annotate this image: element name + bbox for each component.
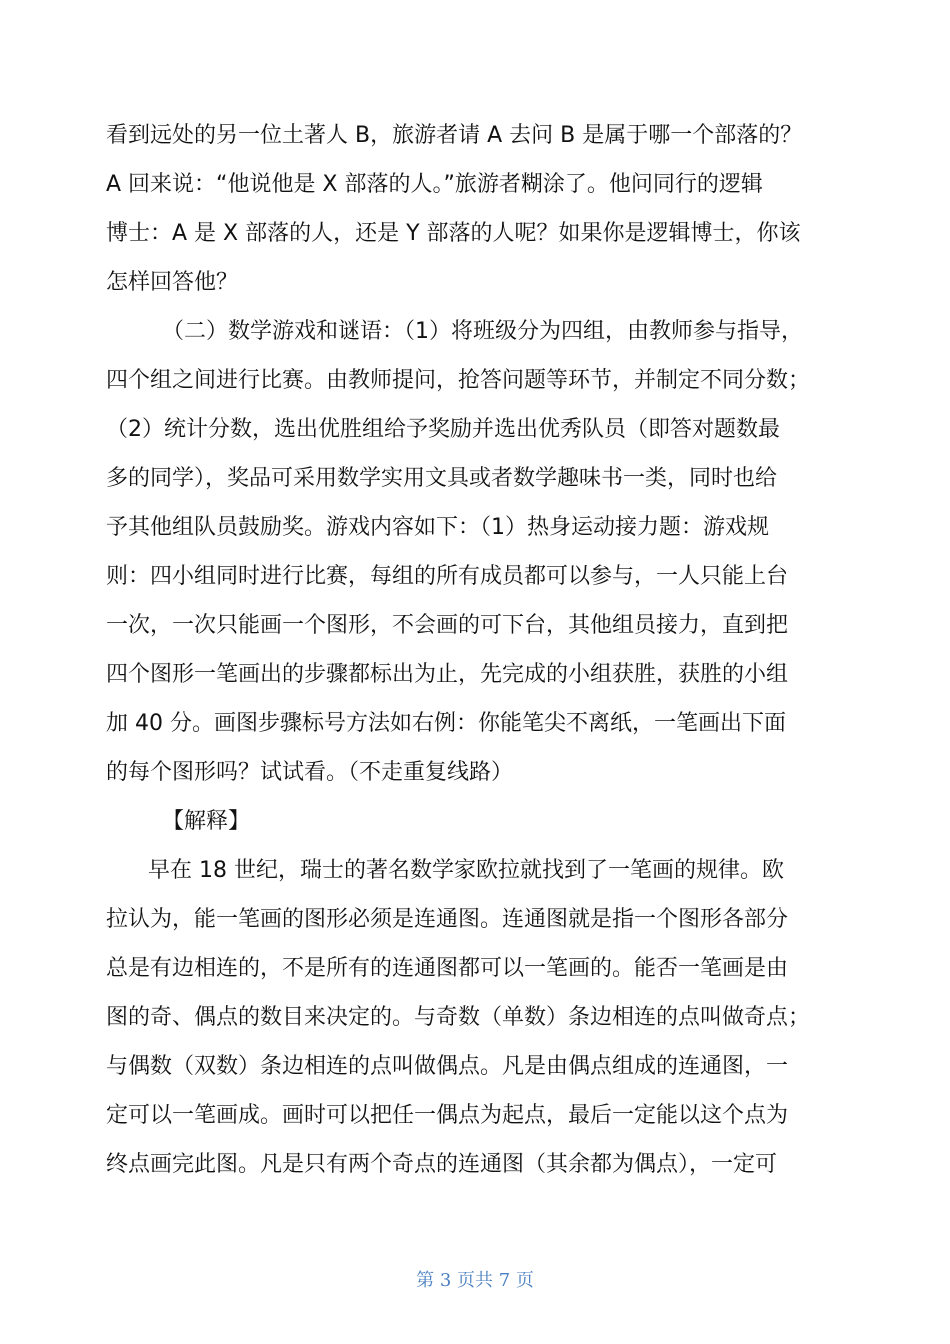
text-line: 定可以一笔画成。画时可以把任一偶点为起点，最后一定能以这个点为 [106,1103,789,1128]
text-line: 四个图形一笔画出的步骤都标出为止，先完成的小组获胜，获胜的小组 [106,662,789,687]
text-line: 总是有边相连的，不是所有的连通图都可以一笔画的。能否一笔画是由 [106,956,789,981]
text-line: 多的同学），奖品可采用数学实用文具或者数学趣味书一类，同时也给 [106,466,778,491]
text-line: 一次，一次只能画一个图形，不会画的可下台，其他组员接力，直到把 [106,613,789,638]
text-line: 予其他组队员鼓励奖。游戏内容如下：（1）热身运动接力题：游戏规 [106,515,769,540]
text-line: 终点画完此图。凡是只有两个奇点的连通图（其余都为偶点），一定可 [106,1152,778,1177]
text-line: 拉认为，能一笔画的图形必须是连通图。连通图就是指一个图形各部分 [106,907,789,932]
text-line: 博士：A 是 X 部落的人，还是 Y 部落的人呢？如果你是逻辑博士，你该 [106,221,801,246]
text-line: 早在 18 世纪，瑞士的著名数学家欧拉就找到了一笔画的规律。欧 [148,858,784,883]
text-line: 四个组之间进行比赛。由教师提问，抢答问题等环节，并制定不同分数； [106,368,811,393]
text-line: 怎样回答他？ [106,270,239,295]
text-line: 看到远处的另一位土著人 B，旅游者请 A 去问 B 是属于哪一个部落的？ [106,123,803,148]
text-line: 加 40 分。画图步骤标号方法如右例：你能笔尖不离纸，一笔画出下面 [106,711,786,736]
text-line: 的每个图形吗？试试看。（不走重复线路） [106,760,514,785]
text-line: （2）统计分数，选出优胜组给予奖励并选出优秀队员（即答对题数最 [106,417,780,442]
text-line: 与偶数（双数）条边相连的点叫做偶点。凡是由偶点组成的连通图，一 [106,1054,789,1079]
text-line: （二）数学游戏和谜语：（1）将班级分为四组，由教师参与指导， [162,319,803,344]
text-line: A 回来说：“他说他是 X 部落的人。”旅游者糊涂了。他问同行的逻辑 [106,172,763,197]
text-line: 图的奇、偶点的数目来决定的。与奇数（单数）条边相连的点叫做奇点； [106,1005,811,1030]
document-body [106,118,850,1196]
section-heading: 【解释】 [162,809,251,834]
page-number-footer: 第 3 页共 7 页 [416,1270,534,1291]
text-line: 则：四小组同时进行比赛，每组的所有成员都可以参与，一人只能上台 [106,564,789,589]
